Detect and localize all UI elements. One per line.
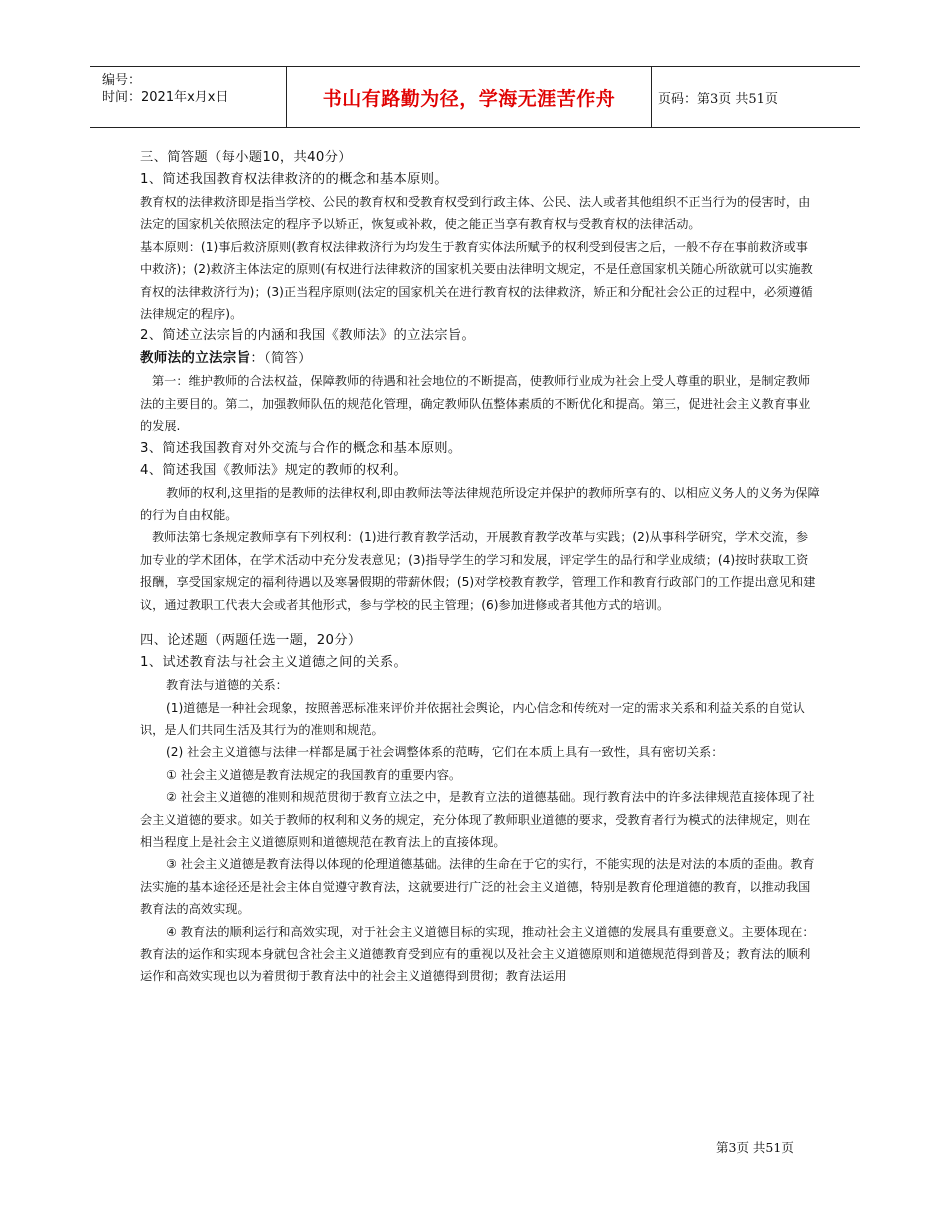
answer-2-heading-bold: 教师法的立法宗旨	[140, 350, 251, 367]
essay-answer-paragraph-1: (1)道德是一种社会现象，按照善恶标准来评价并依据社会舆论，内心信念和传统对一定的需求关系和利益关系的自觉认识，是人们共同生活及其行为的准则和规范。	[140, 700, 805, 737]
question-4: 4、简述我国《教师法》规定的教师的权利。	[140, 462, 408, 478]
document-time-label: 时间：2021年x月x日	[102, 90, 229, 105]
essay-answer-paragraph-2: (2) 社会主义道德与法律一样都是属于社会调整体系的范畴，它们在本质上具有一致性，具有密切关系：	[166, 745, 724, 760]
answer-2-heading	[140, 347, 820, 370]
answer-4-paragraph-1: 教师的权利,这里指的是教师的法律权利,即由教师法等法律规范所设定并保护的教师所享有的、以相应义务人的义务为保障的行为自由权能。	[140, 485, 820, 523]
answer-1-paragraph-1: 教育权的法律救济即是指当学校、公民的教育权和受教育权受到行政主体、公民、法人或者其他组织不正当行为的侵害时，由法定的国家机关依照法定的程序予以矫正，恢复或补救，使之能正当享有教育权与受教育权的法律活动。	[140, 195, 811, 232]
essay-answer-paragraph-5: ③ 社会主义道德是教育法得以体现的伦理道德基础。法律的生命在于它的实行，不能实现的法是对法的本质的歪曲。教育法实施的基本途径还是社会主体自觉遵守教育法，这就要进行广泛的社会主义道德，特别是教育伦理道德的教育，以推动我国教育法的高效实现。	[140, 857, 815, 917]
header-meta-cell	[90, 67, 286, 127]
page-header	[90, 66, 860, 128]
header-page-cell	[650, 67, 860, 127]
question-1: 1、简述我国教育权法律救济的的概念和基本原则。	[140, 172, 448, 187]
essay-answer-intro: 教育法与道德的关系：	[166, 678, 288, 693]
essay-question-1: 1、试述教育法与社会主义道德之间的关系。	[140, 655, 408, 671]
essay-answer-paragraph-4: ② 社会主义道德的准则和规范贯彻于教育立法之中，是教育立法的道德基础。现行教育法中的许多法律规范直接体现了社会主义道德的要求。如关于教师的权利和义务的规定，充分体现了教师职业道德的要求，受教育者行为模式的法律规定，则在相当程度上是社会主义道德原则和道德规范在教育法上的直接体现。	[140, 790, 815, 849]
answer-1-paragraph-2: 基本原则：(1)事后救济原则(教育权法律救济行为均发生于教育实体法所赋予的权利受到侵害之后，一般不存在事前救济或事中救济)；(2)救济主体法定的原则(有权进行法律救济的国家机关要由法律明文规定，不是任意国家机关随心所欲就可以实施教育权的法律救济行为)；(3)正当程序原则(法定的国家机关在进行教育权的法律救济，矫正和分配社会公正的过程中，必须遵循法律规定的程序)。	[140, 239, 813, 322]
header-motto-cell	[286, 67, 652, 127]
section-title-short-answer: 三、简答题（每小题10，共40分）	[140, 150, 352, 165]
question-2: 2、简述立法宗旨的内涵和我国《教师法》的立法宗旨。	[140, 328, 476, 344]
header-page-info: 页码：第3页 共51页	[658, 91, 778, 107]
page-footer: 第3页 共51页	[716, 1140, 794, 1155]
answer-4-paragraph-2: 教师法第七条规定教师享有下列权利：(1)进行教育教学活动，开展教育教学改革与实践；(2)从事科学研究，学术交流，参加专业的学术团体，在学术活动中充分发表意见；(3)指导学生的学习和发展，评定学生的品行和学业成绩；(4)按时获取工资报酬，享受国家规定的福利待遇以及寒暑假期的带薪休假；(5)对学校教育教学，管理工作和教育行政部门的工作提出意见和建议，通过教职工代表大会或者其他形式，参与学校的民主管理；(6)参加进修或者其他方式的培训。	[140, 530, 816, 612]
section-title-essay: 四、论述题（两题任选一题，20分）	[140, 633, 362, 649]
section-spacer	[140, 616, 820, 630]
document-body	[140, 147, 820, 988]
essay-answer-paragraph-6: ④ 教育法的顺利运行和高效实现，对于社会主义道德目标的实现，推动社会主义道德的发展具有重要意义。主要体现在：教育法的运作和实现本身就包含社会主义道德教育受到应有的重视以及社会主义道德原则和道德规范得到普及；教育法的顺利运作和高效实现也以为着贯彻于教育法中的社会主义道德得到贯彻；教育法运用	[140, 924, 815, 984]
essay-answer-paragraph-3: ① 社会主义道德是教育法规定的我国教育的重要内容。	[166, 767, 462, 782]
answer-2-paragraph-1: 第一：维护教师的合法权益，保障教师的待遇和社会地位的不断提高，使教师行业成为社会上受人尊重的职业，是制定教师法的主要目的。第二，加强教师队伍的规范化管理，确定教师队伍整体素质的不断优化和提高。第三，促进社会主义教育事业的发展.	[140, 374, 811, 434]
question-3: 3、简述我国教育对外交流与合作的概念和基本原则。	[140, 440, 462, 456]
header-motto: 书山有路勤为径，学海无涯苦作舟	[322, 87, 616, 110]
answer-2-heading-note: ：（简答）	[250, 351, 312, 367]
document-number-label: 编号：	[102, 73, 142, 88]
